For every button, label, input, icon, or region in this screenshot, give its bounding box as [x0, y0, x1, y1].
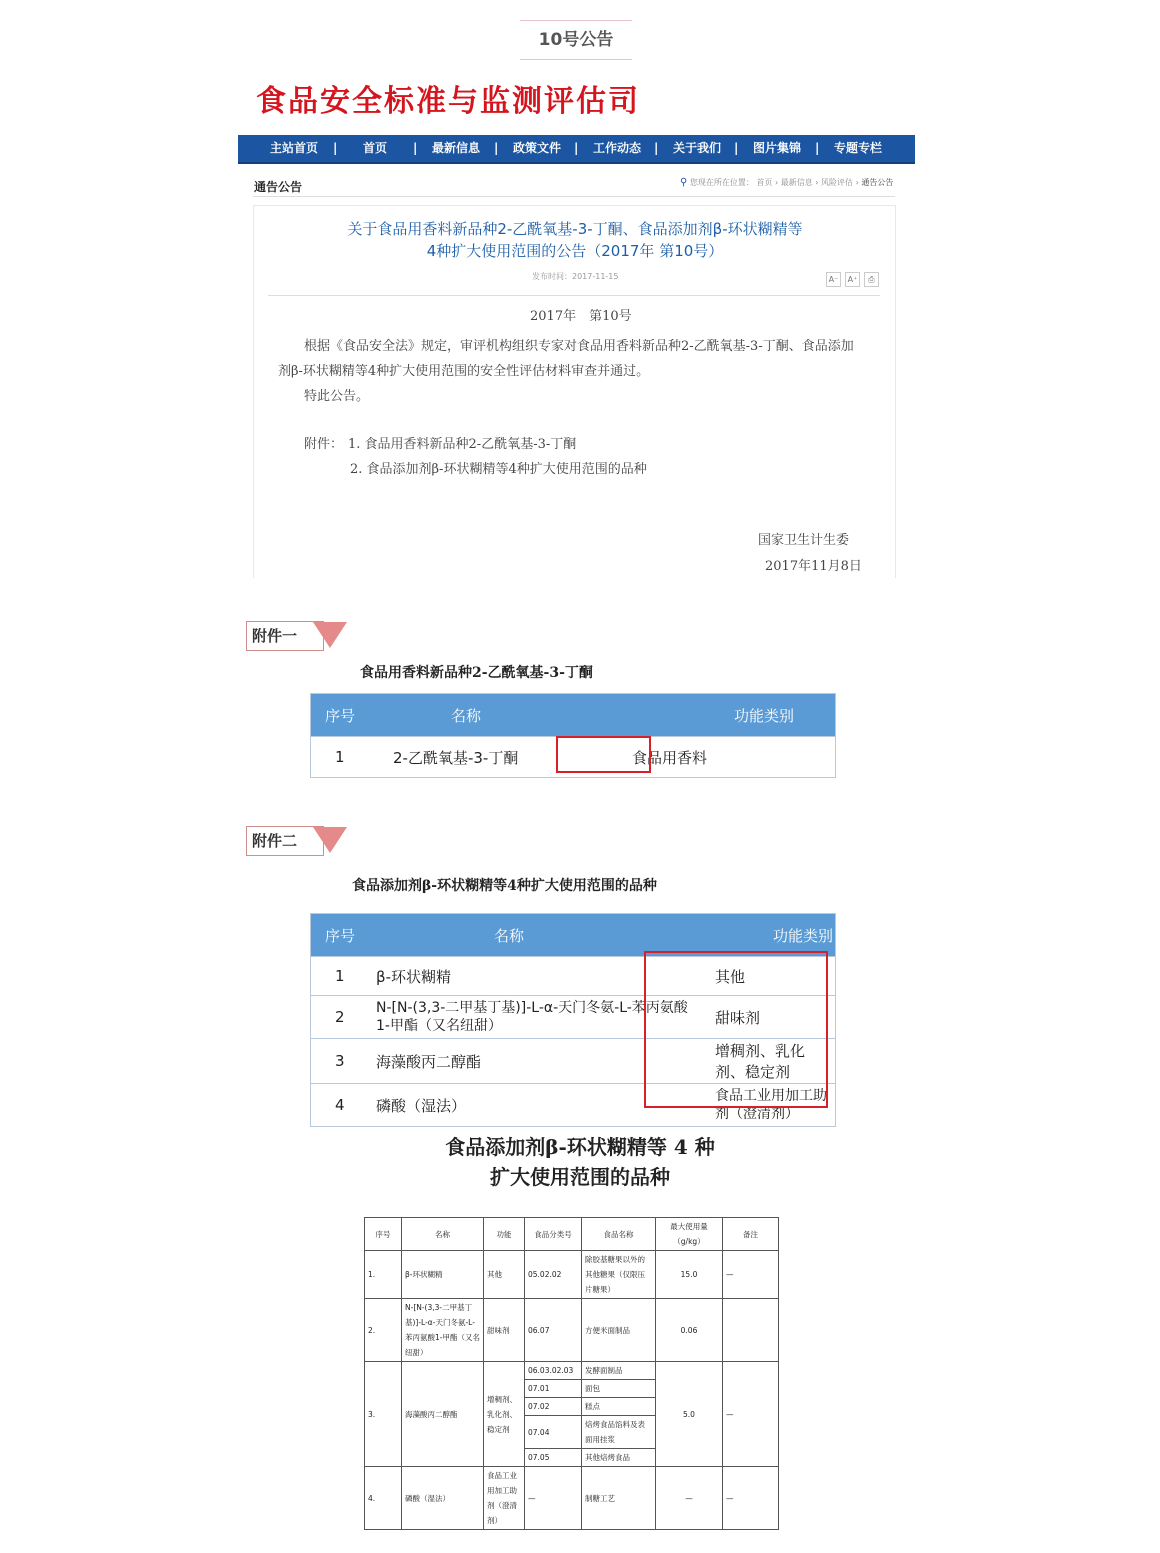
cell-food: 面包	[582, 1380, 656, 1398]
closing-line: 特此公告。	[304, 389, 370, 404]
cell-no: 4.	[365, 1467, 402, 1530]
cell-code: 06.07	[525, 1299, 582, 1362]
attachment2-tag: 附件二	[246, 826, 324, 856]
divider	[268, 295, 880, 296]
divider	[253, 196, 895, 197]
signer: 国家卫生计生委	[758, 533, 850, 548]
cell-no: 4	[311, 1084, 375, 1127]
publish-date: 发布时间：2017-11-15	[532, 272, 619, 281]
breadcrumb-item[interactable]: 首页	[756, 178, 773, 187]
location-pin-icon: ⚲	[680, 177, 688, 188]
attachment1-caption: 食品用香料新品种2-乙酰氧基-3-丁酮	[360, 665, 593, 681]
scan-detail-table	[364, 1217, 779, 1530]
column-header: 序号	[311, 914, 375, 957]
nav-item-gallery[interactable]: 图片集锦	[753, 141, 802, 155]
cell-no: 2.	[365, 1299, 402, 1362]
cell-func: 其他	[705, 957, 836, 996]
cell-food: 方便米面制品	[582, 1299, 656, 1362]
sign-date: 2017年11月8日	[765, 559, 862, 574]
print-button[interactable]: ⎙	[864, 272, 879, 287]
site-name: 食品安全标准与监测评估司	[256, 84, 640, 119]
table-row	[365, 1467, 779, 1530]
article-title-line1: 关于食品用香料新品种2-乙酰氧基-3-丁酮、食品添加剂β-环状糊精等	[347, 220, 803, 238]
column-header: 食品名称	[582, 1218, 656, 1251]
article-title-line2: 4种扩大使用范围的公告（2017年 第10号）	[426, 242, 724, 260]
cell-no: 1	[311, 737, 392, 778]
nav-separator: |	[815, 141, 820, 155]
cell-max: 15.0	[656, 1251, 723, 1299]
body-paragraph-line1: 根据《食品安全法》规定，审评机构组织专家对食品用香料新品种2-乙酰氧基-3-丁酮、食品添加	[304, 339, 854, 354]
table-row	[365, 1362, 779, 1380]
cell-code: 07.02	[525, 1398, 582, 1416]
cell-max: —	[656, 1467, 723, 1530]
breadcrumb-prefix: 您现在所在位置：	[689, 178, 754, 187]
cell-name: 磷酸（湿法）	[374, 1084, 705, 1127]
cell-func: 食品工业用加工助剂（澄清剂）	[705, 1084, 836, 1127]
cell-food: 制糖工艺	[582, 1467, 656, 1530]
column-header: 名称	[391, 694, 622, 737]
column-header: 功能类别	[622, 694, 836, 737]
nav-item-latest[interactable]: 最新信息	[432, 141, 481, 155]
cell-no: 3.	[365, 1362, 402, 1467]
breadcrumb-item[interactable]: 风险评估	[821, 178, 854, 187]
nav-item-home[interactable]: 首页	[363, 141, 388, 155]
cell-func: 甜味剂	[484, 1299, 525, 1362]
nav-item-work[interactable]: 工作动态	[593, 141, 642, 155]
cell-max: 0.06	[656, 1299, 723, 1362]
cell-name: 2-乙酰氧基-3-丁酮	[391, 737, 622, 778]
cell-name: 海藻酸丙二醇酯	[374, 1039, 705, 1084]
cell-func: 食品用香料	[622, 737, 836, 778]
nav-bar	[238, 135, 915, 164]
cell-note	[723, 1299, 779, 1362]
highlight-box	[644, 951, 828, 1108]
column-header: 功能类别	[705, 914, 836, 957]
scan-title-line2: 扩大使用范围的品种	[490, 1165, 670, 1189]
cell-code: 07.05	[525, 1449, 582, 1467]
table-row	[365, 1251, 779, 1299]
cell-food: 焙烤食品馅料及表面用挂浆	[582, 1416, 656, 1449]
cell-name: 海藻酸丙二醇酯	[402, 1362, 484, 1467]
cell-code: 07.01	[525, 1380, 582, 1398]
column-header: 最大使用量（g/kg）	[656, 1218, 723, 1251]
attachment1-tag: 附件一	[246, 621, 324, 651]
breadcrumb-item-current: 通告公告	[861, 178, 894, 187]
column-header: 名称	[374, 914, 705, 957]
cell-func: 其他	[484, 1251, 525, 1299]
cell-max: 5.0	[656, 1362, 723, 1467]
nav-separator: |	[734, 141, 739, 155]
cell-func: 增稠剂、乳化剂、稳定剂	[484, 1362, 525, 1467]
cell-note: —	[723, 1251, 779, 1299]
column-header: 备注	[723, 1218, 779, 1251]
breadcrumb-item[interactable]: 最新信息	[780, 178, 813, 187]
cell-name: β-环状糊精	[374, 957, 705, 996]
cell-func: 食品工业用加工助剂（澄清剂）	[484, 1467, 525, 1530]
nav-separator: |	[413, 141, 418, 155]
table-row	[365, 1299, 779, 1362]
font-increase-button[interactable]: A⁺	[845, 272, 860, 287]
column-header: 名称	[402, 1218, 484, 1251]
breadcrumb	[680, 177, 893, 188]
cell-food: 除胶基糖果以外的其他糖果（仅限压片糖果）	[582, 1251, 656, 1299]
cell-code: 06.03.02.03	[525, 1362, 582, 1380]
cell-food: 糕点	[582, 1398, 656, 1416]
attachment-link-1[interactable]: 1. 食品用香料新品种2-乙酰氧基-3-丁酮	[348, 437, 577, 452]
attachment2-caption: 食品添加剂β-环状糊精等4种扩大使用范围的品种	[352, 878, 657, 894]
cell-func: 甜味剂	[705, 996, 836, 1039]
attachment-link-2[interactable]: 2. 食品添加剂β-环状糊精等4种扩大使用范围的品种	[350, 462, 647, 477]
cell-note: —	[723, 1362, 779, 1467]
highlight-box	[556, 736, 651, 773]
body-paragraph-line2: 剂β-环状糊精等4种扩大使用范围的安全性评估材料审查并通过。	[278, 364, 650, 379]
cell-code: 05.02.02	[525, 1251, 582, 1299]
nav-separator: |	[333, 141, 338, 155]
font-decrease-button[interactable]: A⁻	[826, 272, 841, 287]
cell-no: 2	[311, 996, 375, 1039]
doc-number: 2017年 第10号	[530, 309, 632, 324]
cell-no: 1.	[365, 1251, 402, 1299]
cell-name: N-[N-(3,3-二甲基丁基)]-L-α-天门冬氨-L-苯丙氨酸 1-甲酯（又名纽甜）	[374, 996, 705, 1039]
triangle-decoration-icon	[313, 622, 347, 648]
page-title: 10号公告	[520, 20, 632, 60]
nav-item-policy[interactable]: 政策文件	[513, 141, 562, 155]
cell-no: 3	[311, 1039, 375, 1084]
breadcrumb-sep: ›	[774, 178, 779, 187]
triangle-decoration-icon	[313, 827, 347, 853]
nav-item-about[interactable]: 关于我们	[673, 141, 722, 155]
cell-code: 07.04	[525, 1416, 582, 1449]
breadcrumb-sep: ›	[855, 178, 859, 187]
breadcrumb-sep: ›	[815, 178, 819, 187]
cell-name: 磷酸（湿法）	[402, 1467, 484, 1530]
cell-code: —	[525, 1467, 582, 1530]
cell-no: 1	[311, 957, 375, 996]
cell-food: 其他焙烤食品	[582, 1449, 656, 1467]
column-header: 食品分类号	[525, 1218, 582, 1251]
attachment-label: 附件：	[304, 437, 344, 452]
scan-title-line1: 食品添加剂β-环状糊精等 4 种	[445, 1135, 715, 1159]
column-header: 功能	[484, 1218, 525, 1251]
nav-separator: |	[574, 141, 579, 155]
cell-name: β-环状糊精	[402, 1251, 484, 1299]
cell-name: N-[N-(3,3-二甲基丁基)]-L-α-天门冬氨-L-苯丙氨酸1-甲酯（又名纽甜）	[402, 1299, 484, 1362]
nav-separator: |	[654, 141, 659, 155]
cell-func: 增稠剂、乳化剂、稳定剂	[705, 1039, 836, 1084]
nav-item-topics[interactable]: 专题专栏	[834, 141, 883, 155]
cell-note: —	[723, 1467, 779, 1530]
nav-separator: |	[494, 141, 499, 155]
column-header: 序号	[311, 694, 392, 737]
section-name: 通告公告	[254, 180, 303, 194]
cell-food: 发酵面制品	[582, 1362, 656, 1380]
column-header: 序号	[365, 1218, 402, 1251]
nav-item-main-home[interactable]: 主站首页	[270, 141, 319, 155]
